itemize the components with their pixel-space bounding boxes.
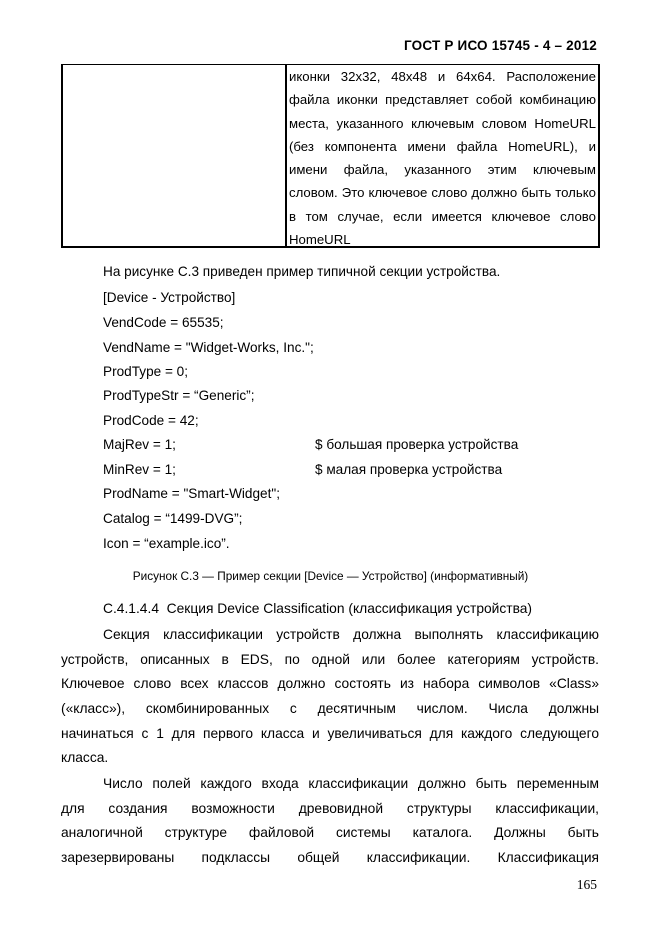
paragraph-line: Ключевое слово всех классов должно состоять из набора символов «Class» [61, 676, 599, 692]
paragraph-fields [61, 772, 599, 871]
document-header: ГОСТ Р ИСО 15745 - 4 – 2012 [404, 38, 597, 53]
paragraph-line: для создания возможности древовидной структуры классификации, [61, 800, 599, 816]
table-text-line: HomeURL [289, 232, 351, 248]
code-comment: $ малая проверка устройства [315, 462, 503, 477]
table-text-line: имени файла, указанного этим ключевым [289, 162, 596, 178]
paragraph-line: («класс»), скомбинированных с десятичным числом. Числа должны [61, 701, 599, 717]
table-text-line: места, указанного ключевым словом HomeURL [289, 115, 596, 131]
code-line: ProdCode = 42; [103, 413, 199, 428]
paragraph-line: Секция классификации устройств должна выполнять классификацию [103, 627, 599, 642]
continued-table [61, 64, 600, 248]
paragraph-line: аналогичной структуре файловой системы каталога. Должны быть [61, 825, 599, 841]
code-line: ProdType = 0; [103, 364, 189, 379]
section-heading: С.4.1.4.4 Секция Device Classification (классификация устройства) [103, 601, 533, 616]
paragraph-line: устройств, описанных в EDS, по одной или более категориям устройств. [61, 651, 599, 667]
code-line: Catalog = “1499-DVG”; [103, 511, 243, 526]
code-comment: $ большая проверка устройства [315, 437, 519, 452]
code-line: ProdTypeStr = “Generic”; [103, 388, 255, 403]
intro-text: На рисунке С.3 приведен пример типичной секции устройства. [103, 264, 501, 279]
table-text-line: файла иконки представляет собой комбинацию [289, 92, 596, 108]
table-text-line: словом. Это ключевое слово должно быть только [289, 185, 596, 201]
paragraph-line: зарезервированы подклассы общей классификации. Классификация [61, 850, 599, 866]
code-line: VendName = "Widget-Works, Inc."; [103, 340, 314, 355]
paragraph-classification [61, 623, 599, 771]
paragraph-line: начинаться с 1 для первого класса и увеличиваться для каждого следующего [61, 725, 599, 741]
table-description-cell [289, 65, 596, 251]
table-text-line: в том случае, если имеется ключевое слово [289, 208, 596, 224]
figure-caption: Рисунок С.3 — Пример секции [Device — Устройство] (информативный) [132, 569, 529, 583]
paragraph-line: класса. [61, 750, 109, 766]
code-line: VendCode = 65535; [103, 315, 224, 330]
code-line: ProdName = "Smart-Widget"; [103, 486, 280, 501]
table-column-divider [285, 65, 287, 246]
code-line: Icon = “example.ico”. [103, 536, 230, 551]
code-line: MajRev = 1; [103, 437, 176, 452]
code-line: [Device - Устройство] [103, 290, 236, 305]
table-text-line: иконки 32x32, 48x48 и 64x64. Расположение [289, 69, 596, 84]
paragraph-line: Число полей каждого входа классификации должно быть переменным [103, 776, 599, 791]
table-text-line: (без компонента имени файла HomeURL), и [289, 138, 596, 154]
code-line: MinRev = 1; [103, 462, 176, 477]
page-number: 165 [576, 877, 597, 892]
